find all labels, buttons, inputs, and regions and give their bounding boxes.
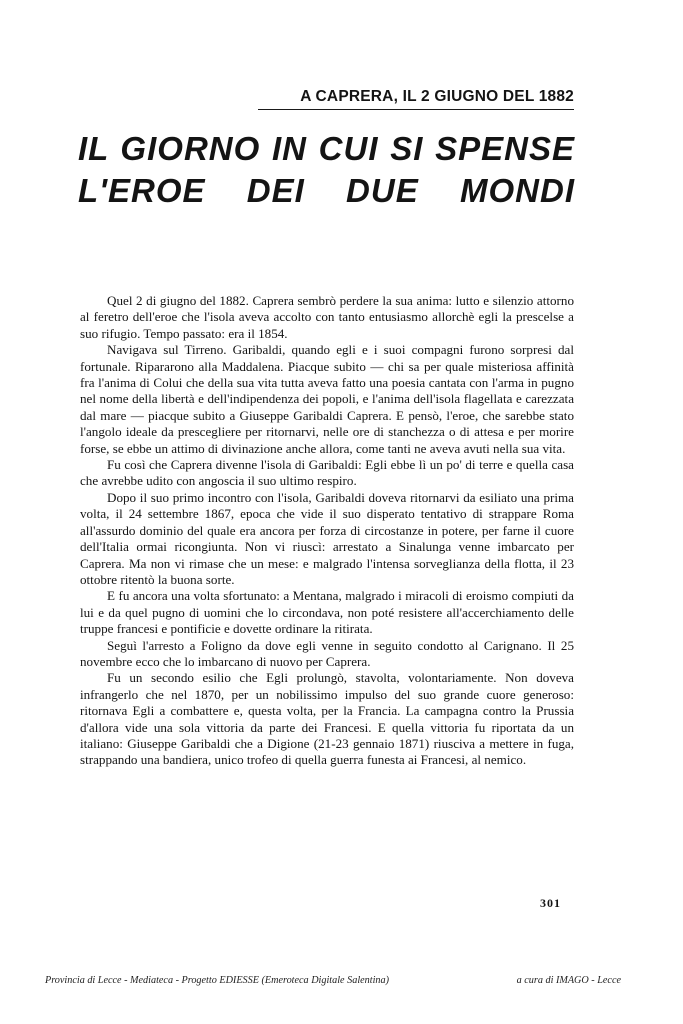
body-paragraph: Navigava sul Tirreno. Garibaldi, quando egli e i suoi compagni furono sorpresi dal fortunale. Ripararono alla Maddalena. Piacque subito — chi sa per quale misteriosa affinità fra l'anima di Colui che della sua vita tutta aveva fatto una poesia cantata con l'arma in pugno nel nome della libertà e dell'indipendenza dei popoli, e l'anima dell'isola flagellata e carezzata dal mare — piacque subito a Giuseppe Garibaldi Caprera. E pensò, l'eroe, che sarebbe stato l'angolo ideale da prescegliere per ritornarvi, nelle ore di stanchezza o di attesa e per morire forse, se ebbe un attimo di divinazione anche allora, come tanti ne aveva avuti nella sua vita.	[80, 342, 574, 456]
body-paragraph: Fu così che Caprera divenne l'isola di Garibaldi: Egli ebbe lì un po' di terre e quella casa che avrebbe udito con angoscia il suo ultimo respiro.	[80, 457, 574, 489]
footer-credit-left: Provincia di Lecce - Mediateca - Progetto EDIESSE (Emeroteca Digitale Salentina)	[45, 975, 390, 986]
body-paragraph: Quel 2 di giugno del 1882. Caprera sembrò perdere la sua anima: lutto e silenzio attorno al feretro dell'eroe che l'isola aveva accolto con tanto entusiasmo allorchè egli la prescelse a suo rifugio. Tempo passato: era il 1854.	[80, 293, 574, 341]
article-body	[80, 293, 574, 769]
body-paragraph: Seguì l'arresto a Foligno da dove egli venne in seguito condotto al Carignano. Il 25 novembre ecco che lo imbarcano di nuovo per Caprera.	[80, 637, 574, 669]
footer-credit-right: a cura di IMAGO - Lecce	[516, 975, 621, 986]
headline-line-2: L'EROE DEI DUE MONDI	[78, 172, 575, 209]
body-paragraph: E fu ancora una volta sfortunato: a Mentana, malgrado i miracoli di eroismo compiuti da lui e da quel pugno di uomini che lo circondava, non poté resistere all'accerchiamento delle truppe francesi e pontificie e dovette ordinare la ritirata.	[80, 588, 574, 637]
headline-line-1: IL GIORNO IN CUI SI SPENSE	[78, 130, 575, 167]
article-kicker: A CAPRERA, IL 2 GIUGNO DEL 1882	[300, 88, 574, 105]
page-number: 301	[540, 896, 561, 910]
kicker-underline	[258, 109, 574, 110]
body-paragraph: Fu un secondo esilio che Egli prolungò, stavolta, volontariamente. Non doveva infrangerlo che nel 1870, per un nobilissimo impulso del suo grande cuore generoso: ritornava Egli a combattere e, questa volta, per la Francia. La campagna contro la Prussia d'allora vide una sola vittoria da parte dei Francesi. E quella vittoria fu riportata da un italiano: Giuseppe Garibaldi che a Digione (21-23 gennaio 1871) riusciva a mettere in fuga, strappando una bandiera, unico trofeo di quella guerra funesta ai Francesi, al nemico.	[80, 670, 574, 768]
body-paragraph: Dopo il suo primo incontro con l'isola, Garibaldi doveva ritornarvi da esiliato una prima volta, il 24 settembre 1867, epoca che vide il suo disperato tentativo di strappare Roma all'assurdo dominio del quale era ancora per forza di circostanze in potere, per farne il cuore dell'Italia ormai ricongiunta. Non vi riuscì: arrestato a Sinalunga venne imbarcato per Caprera. Ma non vi rimase che un mese: e malgrado l'intensa sorveglianza della flotta, il 23 ottobre ritentò la buona sorte.	[80, 489, 574, 587]
